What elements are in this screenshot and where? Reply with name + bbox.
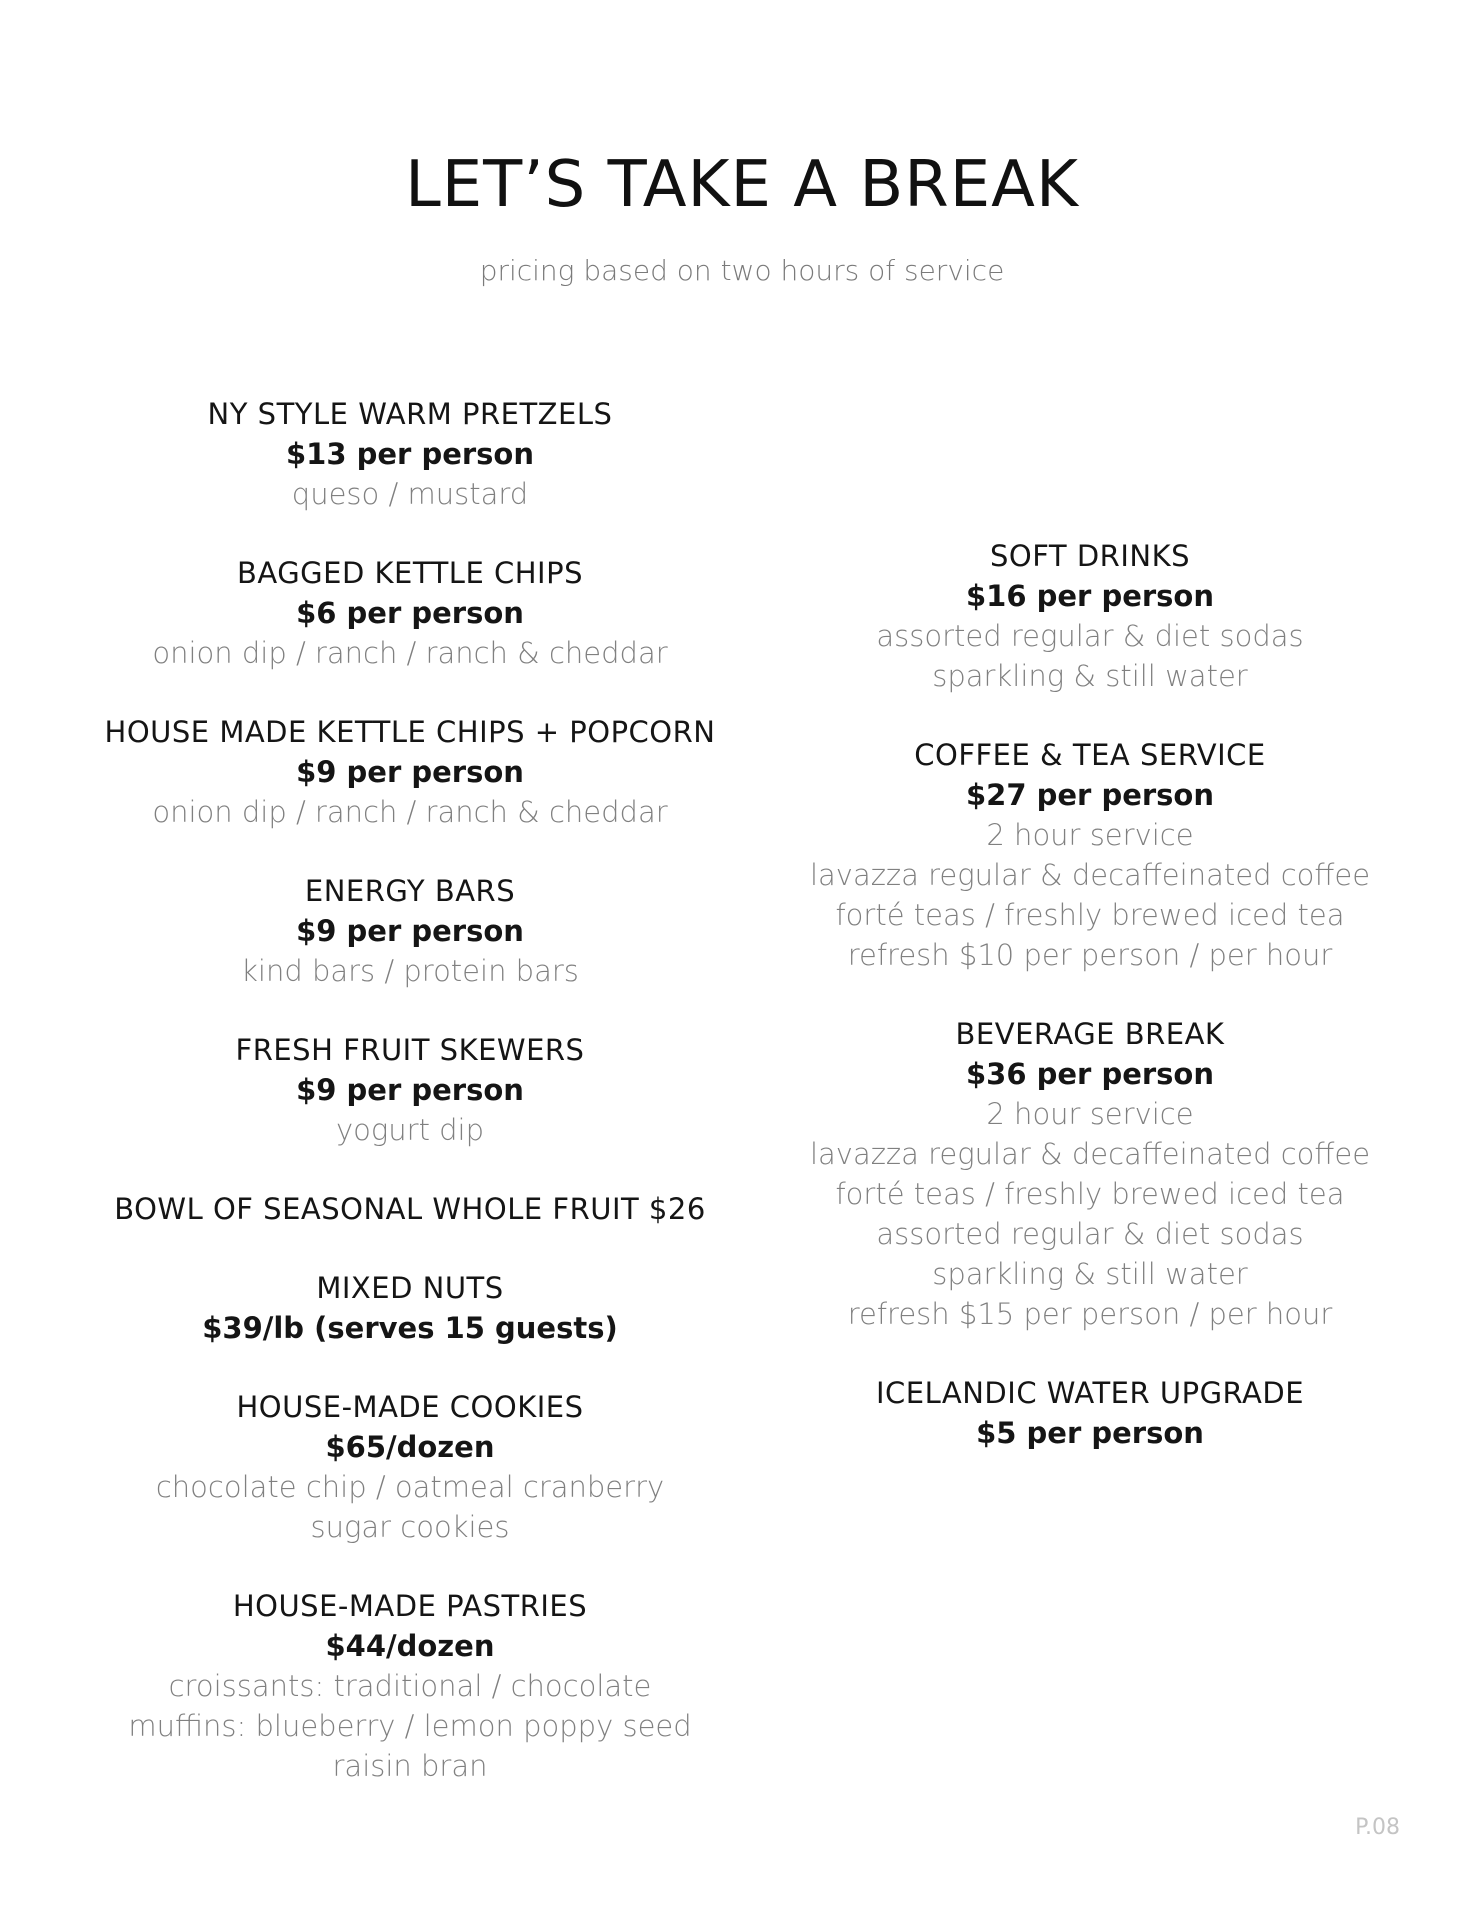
- menu-item: [80, 1586, 740, 1786]
- menu-item-description: 2 hour service: [986, 1097, 1194, 1131]
- page-subtitle: pricing based on two hours of service: [479, 254, 1005, 287]
- menu-item-name: BEVERAGE BREAK: [955, 1017, 1225, 1051]
- menu-item: [770, 536, 1410, 696]
- menu-item: [80, 1387, 740, 1547]
- page-number: P.08: [1355, 1815, 1400, 1840]
- menu-item-price: $65/dozen: [325, 1430, 495, 1464]
- menu-item-description: muffins: blueberry / lemon poppy seed: [128, 1709, 692, 1743]
- menu-item-name: HOUSE MADE KETTLE CHIPS + POPCORN: [104, 715, 716, 749]
- page-title: LET’S TAKE A BREAK: [405, 148, 1079, 222]
- menu-item-description: chocolate chip / oatmeal cranberry: [155, 1470, 665, 1504]
- menu-item-description: refresh $10 per person / per hour: [847, 938, 1333, 972]
- menu-item-price: $5 per person: [976, 1416, 1204, 1450]
- menu-item-price: $16 per person: [965, 579, 1214, 613]
- menu-item-name: COFFEE & TEA SERVICE: [914, 738, 1266, 772]
- menu-item: [80, 1030, 740, 1150]
- menu-item-name: BOWL OF SEASONAL WHOLE FRUIT $26: [114, 1192, 706, 1226]
- menu-item-description: sparkling & still water: [932, 659, 1248, 693]
- menu-item-price: $9 per person: [296, 914, 524, 948]
- menu-item-price: $27 per person: [965, 778, 1214, 812]
- menu-item-description: assorted regular & diet sodas: [876, 619, 1304, 653]
- menu-item-name: ICELANDIC WATER UPGRADE: [875, 1376, 1305, 1410]
- menu-item-price: $13 per person: [285, 437, 534, 471]
- menu-item: [80, 394, 740, 514]
- menu-item-description: croissants: traditional / chocolate: [168, 1669, 652, 1703]
- menu-item-description: lavazza regular & decaffeinated coffee: [809, 1137, 1371, 1171]
- menu-item-description: queso / mustard: [291, 477, 529, 511]
- menu-item-name: MIXED NUTS: [316, 1271, 504, 1305]
- menu-item-name: FRESH FRUIT SKEWERS: [235, 1033, 585, 1067]
- menu-item-name: HOUSE-MADE COOKIES: [236, 1390, 584, 1424]
- menu-item-name: BAGGED KETTLE CHIPS: [236, 556, 583, 590]
- menu-item-description: onion dip / ranch / ranch & cheddar: [152, 795, 668, 829]
- menu-item: [80, 553, 740, 673]
- menu-item-price: $39/lb (serves 15 guests): [202, 1311, 618, 1345]
- menu-item-name: HOUSE-MADE PASTRIES: [232, 1589, 588, 1623]
- menu-item-description: forté teas / freshly brewed iced tea: [835, 1177, 1345, 1211]
- menu-item-description: lavazza regular & decaffeinated coffee: [809, 858, 1371, 892]
- left-menu-column: [80, 394, 740, 1825]
- menu-item-price: $9 per person: [296, 755, 524, 789]
- menu-item-description: 2 hour service: [986, 818, 1194, 852]
- menu-item-price: $36 per person: [965, 1057, 1214, 1091]
- menu-item: [80, 871, 740, 991]
- menu-item-description: refresh $15 per person / per hour: [847, 1297, 1333, 1331]
- menu-item-price: $9 per person: [296, 1073, 524, 1107]
- menu-item: [80, 1189, 740, 1229]
- menu-item-name: SOFT DRINKS: [990, 539, 1190, 573]
- menu-item-price: $44/dozen: [325, 1629, 495, 1663]
- menu-item: [770, 735, 1410, 975]
- menu-item: [80, 712, 740, 832]
- menu-item-description: assorted regular & diet sodas: [876, 1217, 1304, 1251]
- menu-item-name: ENERGY BARS: [304, 874, 516, 908]
- menu-item-description: yogurt dip: [335, 1113, 485, 1147]
- menu-item-description: onion dip / ranch / ranch & cheddar: [152, 636, 668, 670]
- menu-item-description: forté teas / freshly brewed iced tea: [835, 898, 1345, 932]
- menu-item-description: sparkling & still water: [932, 1257, 1248, 1291]
- right-menu-column: [770, 536, 1410, 1492]
- menu-item-name: NY STYLE WARM PRETZELS: [207, 397, 613, 431]
- menu-item: [770, 1373, 1410, 1453]
- menu-item-description: sugar cookies: [310, 1510, 510, 1544]
- menu-item: [770, 1014, 1410, 1334]
- menu-item: [80, 1268, 740, 1348]
- menu-item-price: $6 per person: [296, 596, 524, 630]
- menu-item-description: kind bars / protein bars: [241, 954, 579, 988]
- menu-item-description: raisin bran: [332, 1749, 488, 1783]
